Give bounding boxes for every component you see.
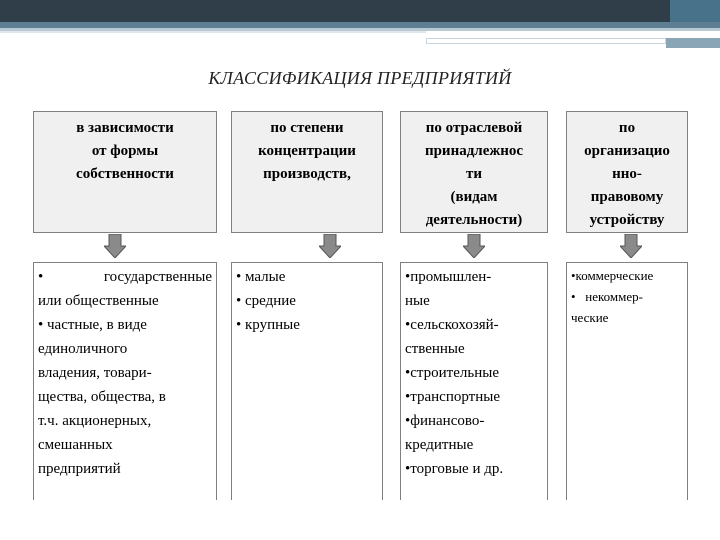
page-title: КЛАССИФИКАЦИЯ ПРЕДПРИЯТИЙ (208, 68, 512, 88)
down-arrow-icon (620, 234, 642, 258)
down-arrow-icon (104, 234, 126, 258)
list-item: • государственные (38, 269, 212, 285)
list-item: единоличного (38, 341, 128, 357)
list-item: щества, общества, в (38, 389, 166, 405)
decoration-line-box (426, 38, 666, 44)
header-line: (видам (450, 189, 498, 205)
header-line: собственности (76, 166, 174, 182)
list-item: • малые (236, 269, 286, 285)
header-line: по (618, 120, 636, 136)
list-item: ческие (571, 310, 609, 325)
list-item: т.ч. акционерных, (38, 413, 152, 429)
list-item: предприятий (38, 461, 121, 477)
list-item: смешанных (38, 437, 113, 453)
column-header-ownership (33, 111, 217, 233)
list-item: •торговые и др. (405, 461, 504, 477)
header-line: по степени (270, 120, 344, 136)
header-line: по отраслевой (425, 120, 523, 136)
header-line: нно- (612, 166, 642, 182)
down-arrow-icon (463, 234, 485, 258)
list-item: кредитные (405, 437, 474, 453)
column-header-legal-form (566, 111, 688, 233)
list-item: или общественные (38, 293, 159, 309)
list-item: ственные (405, 341, 465, 357)
list-item: • крупные (236, 317, 300, 333)
header-line: производств, (263, 166, 351, 182)
column-list-legal-form (566, 262, 688, 500)
top-decoration-bar (0, 0, 720, 22)
column-header-industry (400, 111, 548, 233)
header-line: правовому (590, 189, 664, 205)
column-list-ownership (33, 262, 217, 500)
list-item: владения, товари- (38, 365, 152, 381)
top-decoration-accent (670, 0, 720, 22)
list-item: •промышлен- (405, 269, 492, 285)
list-item: •коммерческие (571, 268, 654, 283)
list-item: • некоммер- (571, 289, 643, 304)
header-line: организацио (584, 143, 670, 159)
header-line: ти (465, 166, 482, 182)
header-line: устройству (589, 212, 665, 228)
column-header-concentration (231, 111, 383, 233)
header-line: от формы (91, 143, 159, 159)
header-line: в зависимости (76, 120, 174, 136)
list-item: • средние (236, 293, 296, 309)
list-item: •финансово- (405, 413, 485, 429)
header-line: принадлежнос (424, 143, 524, 159)
down-arrow-icon (319, 234, 341, 258)
list-item: •строительные (405, 365, 499, 381)
column-list-concentration (231, 262, 383, 500)
header-line: деятельности) (425, 212, 523, 228)
header-line: концентрации (258, 143, 356, 159)
list-item: •транспортные (405, 389, 500, 405)
decoration-block (666, 38, 720, 48)
column-list-industry (400, 262, 548, 500)
list-item: •сельскохозяй- (405, 317, 499, 333)
list-item: ные (405, 293, 430, 309)
decoration-line (0, 31, 426, 33)
list-item: • частные, в виде (38, 317, 147, 333)
